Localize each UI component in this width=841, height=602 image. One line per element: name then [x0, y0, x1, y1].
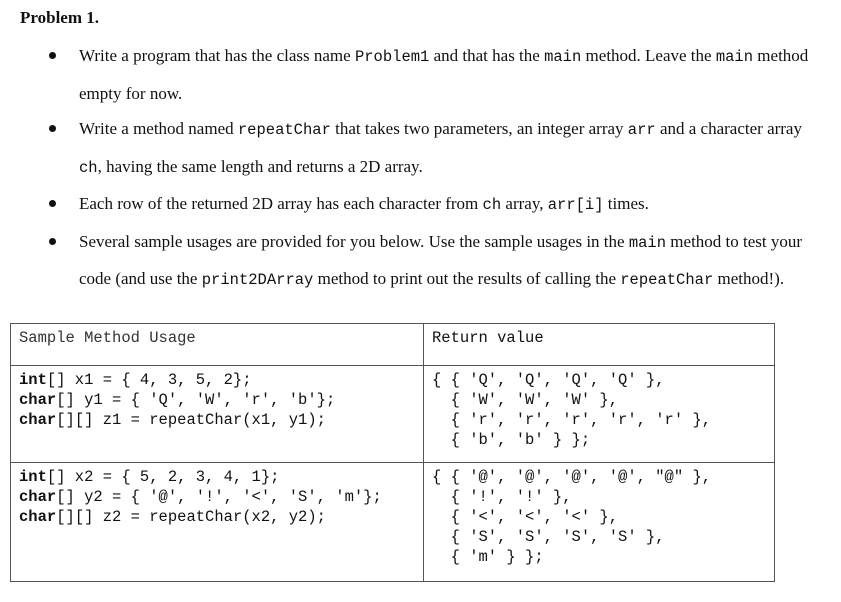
code-line: char[] y2 = { '@', '!', '<', 'S', 'm'};: [19, 488, 382, 506]
return-line: { { 'Q', 'Q', 'Q', 'Q' },: [432, 371, 665, 389]
code-line: char[][] z2 = repeatChar(x2, y2);: [19, 508, 326, 526]
code-line: int[] x2 = { 5, 2, 3, 4, 1};: [19, 468, 280, 486]
requirement-text: Write a method named repeatChar that takes two parameters, an integer array arr and a character array ch, having the same length and returns a 2D array.: [79, 119, 802, 177]
bullet-dot-icon: [49, 52, 56, 59]
code-line: char[][] z1 = repeatChar(x1, y1);: [19, 411, 326, 429]
code-method-name: repeatChar: [620, 271, 714, 289]
code-line: char[] y1 = { 'Q', 'W', 'r', 'b'};: [19, 391, 336, 409]
return-line: { 'W', 'W', 'W' },: [432, 391, 619, 409]
usage-cell: [11, 366, 424, 463]
problem-heading: Problem 1.: [20, 8, 100, 27]
table-row: [11, 366, 775, 463]
return-line: { { '@', '@', '@', '@', "@" },: [432, 468, 712, 486]
header-sample-usage: Sample Method Usage: [11, 324, 424, 366]
code-line: int[] x1 = { 4, 3, 5, 2};: [19, 371, 252, 389]
code-arr: arr: [627, 121, 656, 139]
requirement-item: [0, 38, 841, 111]
code-main: main: [628, 233, 667, 252]
code-main: main: [715, 48, 754, 66]
usage-cell: [11, 463, 424, 582]
requirement-text: Each row of the returned 2D array has each character from ch array, arr[i] times.: [79, 194, 649, 214]
return-cell: [424, 366, 775, 463]
return-line: { 'S', 'S', 'S', 'S' },: [432, 528, 665, 546]
requirements-list: [0, 38, 841, 299]
table-row: [11, 463, 775, 582]
requirement-item: [0, 186, 841, 224]
code-ch: ch: [79, 158, 98, 177]
requirement-text: Write a program that has the class name Problem1 and that has the main method. Leave the main method empty for now.: [79, 46, 809, 103]
requirement-item: [0, 111, 841, 186]
return-line: { '!', '!' },: [432, 488, 572, 506]
code-method-name: repeatChar: [237, 121, 331, 139]
return-line: { 'r', 'r', 'r', 'r', 'r' },: [432, 411, 712, 429]
table-header-row: [11, 324, 775, 366]
code-class-name: Problem1: [354, 48, 430, 66]
bullet-dot-icon: [49, 200, 56, 207]
code-main: main: [544, 48, 582, 66]
bullet-dot-icon: [49, 238, 56, 245]
code-ch: ch: [482, 196, 502, 214]
return-line: { '<', '<', '<' },: [432, 508, 619, 526]
return-line: { 'b', 'b' } };: [432, 431, 591, 449]
return-cell: [424, 463, 775, 582]
header-return-value: Return value: [424, 324, 775, 366]
requirement-item: [0, 224, 841, 299]
code-arr-index: arr[i]: [547, 196, 604, 214]
requirement-text: Several sample usages are provided for you below. Use the sample usages in the main method to test your code (and use the print2DArray method to print out the results of calling the repeatChar method!).: [79, 231, 803, 289]
code-print-method: print2DArray: [201, 271, 314, 289]
sample-usage-table: [10, 323, 775, 582]
return-line: { 'm' } };: [432, 548, 544, 566]
bullet-dot-icon: [49, 125, 56, 132]
